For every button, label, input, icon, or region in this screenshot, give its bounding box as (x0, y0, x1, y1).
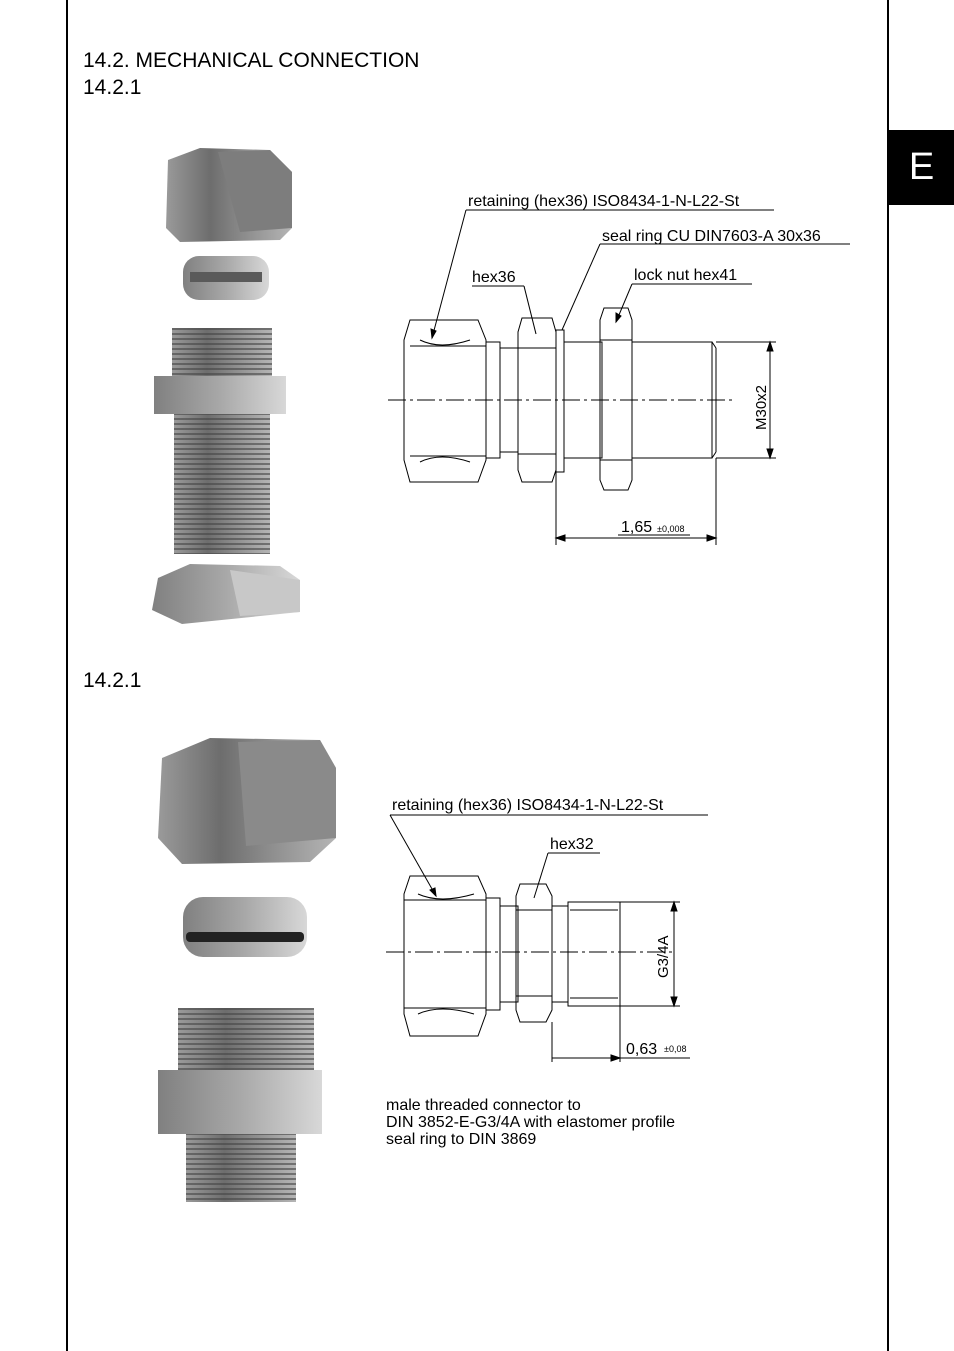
label-hex36-1: hex36 (472, 269, 516, 286)
label-retaining-2: retaining (hex36) ISO8434-1-N-L22-St (392, 797, 664, 814)
subsection-number-2: 14.2.1 (83, 669, 142, 692)
label-seal-ring: seal ring CU DIN7603-A 30x36 (602, 228, 821, 245)
label-hex32-2: hex32 (550, 836, 594, 853)
label-retaining-1: retaining (hex36) ISO8434-1-N-L22-St (468, 193, 740, 210)
label-lock-nut: lock nut hex41 (634, 267, 738, 284)
dim-tolerance-2: ±0,08 (664, 1044, 687, 1054)
section-title: 14.2. MECHANICAL CONNECTION (83, 49, 420, 72)
note-line-3: seal ring to DIN 3869 (386, 1131, 537, 1148)
dim-thread-2: G3/4A (655, 935, 672, 978)
leader-hex32-2 (534, 853, 548, 898)
subsection-number-1: 14.2.1 (83, 76, 142, 99)
dim-length-2: 0,63 (626, 1041, 658, 1058)
connector-note (386, 1097, 675, 1148)
hex32-body-drawing-2 (516, 884, 552, 1022)
dim-tolerance-1: ±0,008 (657, 524, 685, 534)
section-tab: E (889, 130, 954, 205)
retaining-nut-drawing-2 (404, 876, 486, 1036)
dim-length-1: 1,65 (621, 519, 653, 536)
dim-thread-1: M30x2 (753, 384, 770, 430)
note-line-1: male threaded connector to (386, 1097, 581, 1114)
leader-retaining-2 (390, 815, 436, 896)
note-line-2: DIN 3852-E-G3/4A with elastomer profile (386, 1114, 676, 1131)
